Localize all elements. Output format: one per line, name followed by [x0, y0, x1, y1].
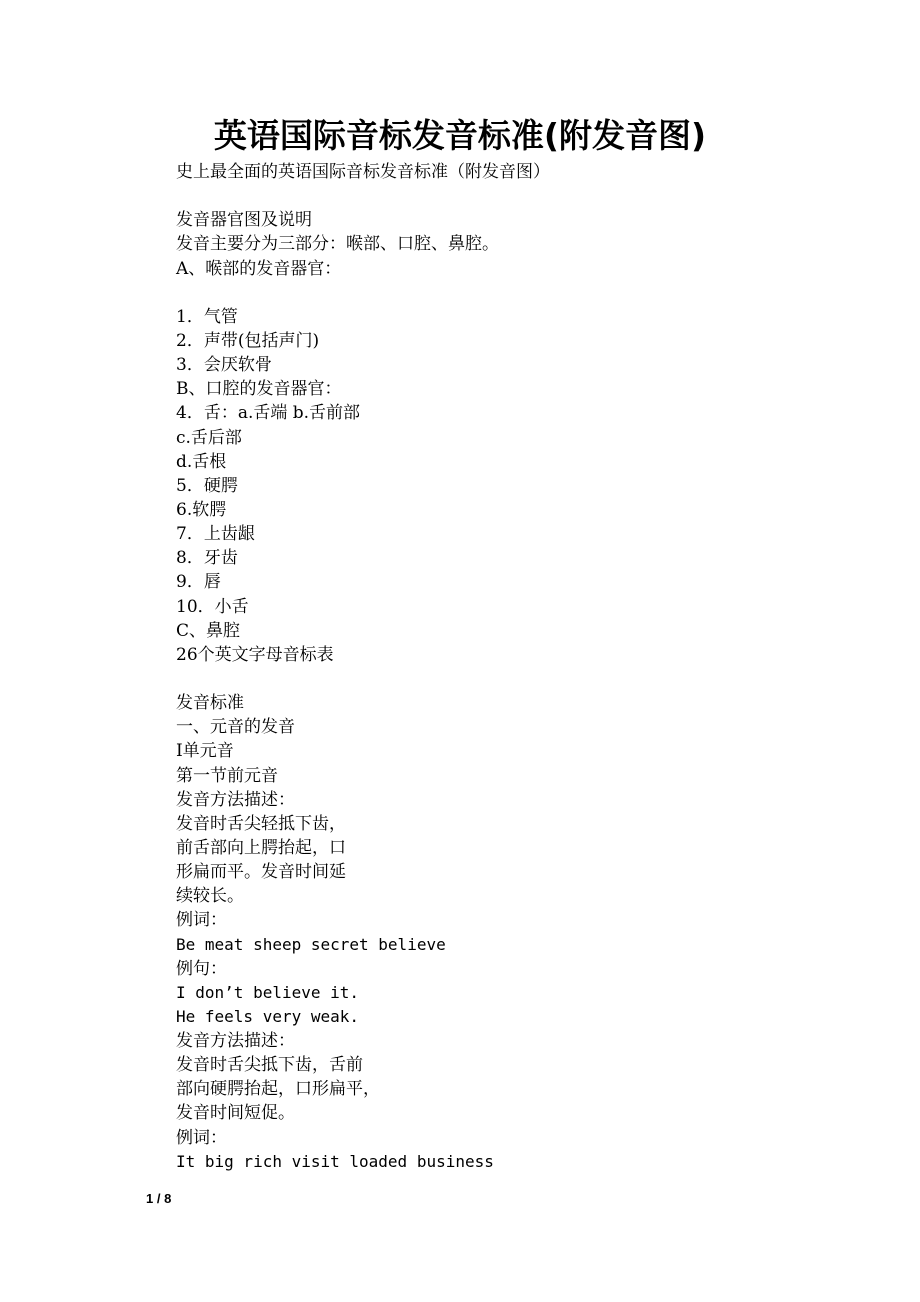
- text-line: 4．舌：a.舌端 b.舌前部: [176, 403, 361, 424]
- text-line: d.舌根: [176, 451, 227, 472]
- text-line: 5．硬腭: [176, 475, 238, 496]
- text-line: 发音主要分为三部分：喉部、口腔、鼻腔。: [176, 234, 499, 255]
- text-line: 8．牙齿: [176, 548, 238, 569]
- text-line: 发音时间短促。: [176, 1103, 295, 1124]
- text-line: 2．声带(包括声门): [176, 330, 320, 351]
- text-line: 形扁而平。发音时间延: [176, 862, 346, 883]
- text-line: C、鼻腔: [176, 620, 241, 641]
- text-line: 9．唇: [176, 572, 221, 593]
- blank-line: [176, 184, 816, 208]
- text-line: 前舌部向上腭抬起，口: [176, 837, 346, 858]
- text-line: 发音器官图及说明: [176, 210, 312, 231]
- blank-line: [176, 281, 816, 305]
- blank-line: [176, 667, 816, 691]
- text-line: 例词：: [176, 910, 227, 931]
- text-line: 6.软腭: [176, 499, 227, 520]
- text-line: I don’t believe it.: [176, 982, 360, 1002]
- text-line: 发音时舌尖轻抵下齿，: [176, 813, 346, 834]
- text-line: Ⅰ单元音: [176, 741, 234, 762]
- text-line: 发音方法描述：: [176, 789, 295, 810]
- document-title: 英语国际音标发音标准(附发音图): [213, 116, 707, 155]
- text-line: 第一节前元音: [176, 765, 278, 786]
- text-line: 续较长。: [176, 886, 244, 907]
- text-line: 部向硬腭抬起，口形扁平，: [176, 1079, 380, 1100]
- text-line: 10．小舌: [176, 596, 249, 617]
- text-line: 例词：: [176, 1127, 227, 1148]
- text-line: 发音方法描述：: [176, 1031, 295, 1052]
- text-line: 史上最全面的英语国际音标发音标准（附发音图）: [176, 162, 550, 182]
- text-line: 发音标准: [176, 693, 244, 714]
- text-line: 发音时舌尖抵下齿，舌前: [176, 1055, 363, 1076]
- text-line: 一、元音的发音: [176, 717, 295, 738]
- text-line: 26个英文字母音标表: [176, 644, 334, 665]
- page-number: 1 / 8: [146, 1191, 172, 1206]
- text-line: It big rich visit loaded business: [176, 1151, 494, 1171]
- text-line: 例句：: [176, 958, 227, 979]
- text-line: 7．上齿龈: [176, 524, 255, 545]
- text-line: B、口腔的发音器官：: [176, 379, 342, 400]
- text-line: c.舌后部: [176, 427, 242, 448]
- text-line: 1．气管: [176, 306, 238, 327]
- text-line: He feels very weak.: [176, 1006, 360, 1026]
- text-line: 3．会厌软骨: [176, 355, 272, 376]
- text-line: A、喉部的发音器官：: [176, 258, 342, 279]
- document-body: [176, 160, 816, 1174]
- text-line: Be meat sheep secret believe: [176, 934, 446, 954]
